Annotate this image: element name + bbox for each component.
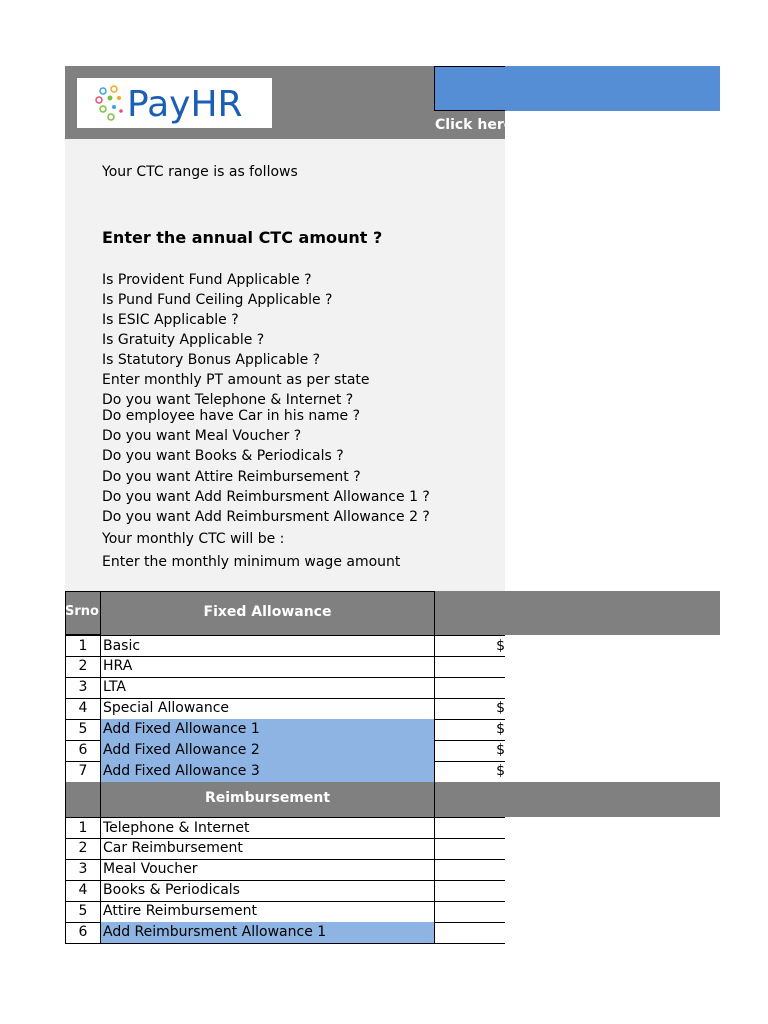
- ctc-range-label: Your CTC range is as follows: [102, 164, 298, 180]
- question-reimb-2: Do you want Add Reimbursment Allowance 2 ?: [102, 509, 430, 525]
- question-meal: Do you want Meal Voucher ?: [102, 428, 302, 444]
- reimb-srno-cell: [65, 782, 100, 817]
- fixed-row-number: 1: [65, 635, 100, 657]
- reimb-row-name: Telephone & Internet: [100, 817, 435, 839]
- click-here-text: Click here to: [435, 117, 535, 133]
- question-pf-ceiling: Is Pund Fund Ceiling Applicable ?: [102, 292, 333, 308]
- reimb-row-number: 1: [65, 817, 100, 839]
- fixed-row-value-cell[interactable]: $: [434, 698, 505, 720]
- reimb-row-name: Meal Voucher: [100, 859, 435, 881]
- reimb-row-value-cell[interactable]: [434, 817, 505, 839]
- reimb-row-name: Car Reimbursement: [100, 838, 435, 860]
- monthly-ctc-label: Your monthly CTC will be :: [102, 531, 285, 547]
- fixed-row-value-cell[interactable]: $: [434, 719, 505, 741]
- reimb-row-value-cell[interactable]: [434, 880, 505, 902]
- min-wage-label: Enter the monthly minimum wage amount: [102, 554, 401, 570]
- srno-header: Srno: [65, 604, 99, 619]
- reimb-row-value-cell[interactable]: [434, 901, 505, 923]
- fixed-row-value-cell[interactable]: $: [434, 635, 505, 657]
- reimb-row-value-cell[interactable]: [434, 838, 505, 860]
- fixed-row-value-cell[interactable]: [434, 656, 505, 678]
- reimb-row-name: Books & Periodicals: [100, 880, 435, 902]
- payhr-logo-icon: [77, 78, 272, 128]
- reimb-row-number: 4: [65, 880, 100, 902]
- fixed-row-number: 3: [65, 677, 100, 699]
- reimb-row-name: Add Reimbursment Allowance 1: [100, 922, 435, 944]
- fixed-row-name: Add Fixed Allowance 2: [100, 740, 435, 762]
- question-car: Do employee have Car in his name ?: [102, 408, 361, 424]
- question-pt: Enter monthly PT amount as per state: [102, 372, 370, 388]
- question-telephone: Do you want Telephone & Internet ?: [102, 392, 354, 408]
- question-pf: Is Provident Fund Applicable ?: [102, 272, 312, 288]
- fixed-row-number: 5: [65, 719, 100, 741]
- question-esic: Is ESIC Applicable ?: [102, 312, 239, 328]
- fixed-row-number: 6: [65, 740, 100, 762]
- reimb-row-name: Attire Reimbursement: [100, 901, 435, 923]
- question-bonus: Is Statutory Bonus Applicable ?: [102, 352, 321, 368]
- fixed-row-value-cell[interactable]: [434, 677, 505, 699]
- question-reimb-1: Do you want Add Reimbursment Allowance 1 ?: [102, 489, 430, 505]
- reimbursement-title: Reimbursement: [204, 790, 331, 806]
- logo: [77, 78, 272, 128]
- fixed-allowance-title: Fixed Allowance: [203, 604, 332, 620]
- fixed-row-name: Add Fixed Allowance 3: [100, 761, 435, 783]
- click-here-link[interactable]: [434, 113, 535, 137]
- question-attire: Do you want Attire Reimbursement ?: [102, 469, 361, 485]
- reimb-row-value-cell[interactable]: [434, 922, 505, 944]
- fixed-row-value-cell[interactable]: $: [434, 761, 505, 783]
- question-books: Do you want Books & Periodicals ?: [102, 448, 344, 464]
- fixed-row-name: Special Allowance: [100, 698, 435, 720]
- fixed-row-number: 4: [65, 698, 100, 720]
- fixed-row-name: Basic: [100, 635, 435, 657]
- reimb-row-number: 2: [65, 838, 100, 860]
- fixed-row-name: Add Fixed Allowance 1: [100, 719, 435, 741]
- fixed-row-name: HRA: [100, 656, 435, 678]
- reimb-row-number: 6: [65, 922, 100, 944]
- reimb-row-number: 5: [65, 901, 100, 923]
- fixed-row-value-cell[interactable]: $: [434, 740, 505, 762]
- action-button-border: [434, 66, 505, 111]
- fixed-row-number: 2: [65, 656, 100, 678]
- logo-wordmark: PayHR: [127, 84, 243, 125]
- reimb-row-number: 3: [65, 859, 100, 881]
- reimb-row-value-cell[interactable]: [434, 859, 505, 881]
- question-gratuity: Is Gratuity Applicable ?: [102, 332, 265, 348]
- fixed-row-name: LTA: [100, 677, 435, 699]
- annual-ctc-question: Enter the annual CTC amount ?: [102, 228, 383, 247]
- fixed-row-number: 7: [65, 761, 100, 783]
